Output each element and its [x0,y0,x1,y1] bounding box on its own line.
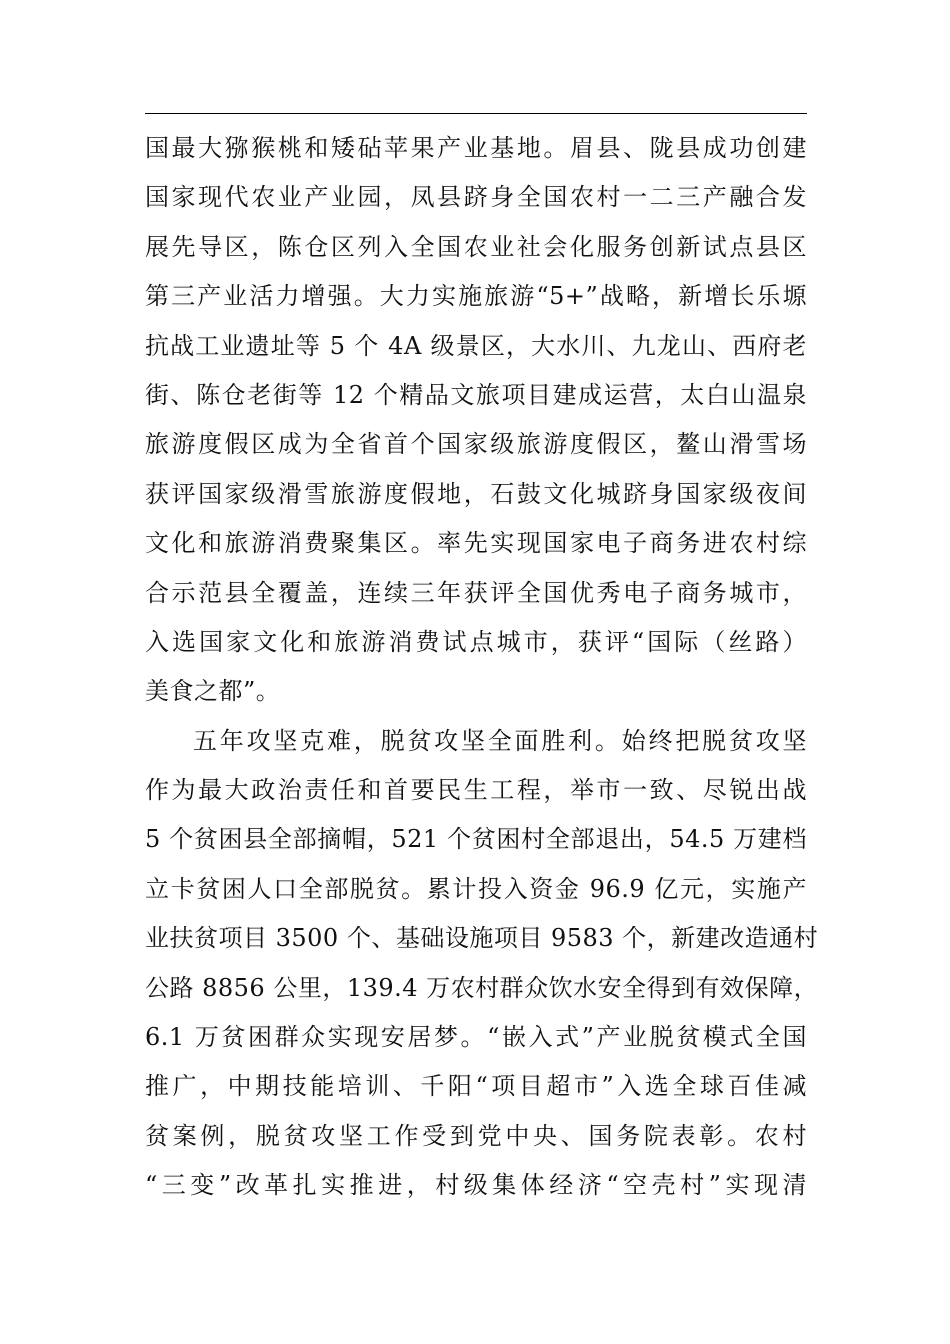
text-line: 入选国家文化和旅游消费试点城市，获评“国际（丝路） [145,627,807,656]
text-line: 国最大猕猴桃和矮砧苹果产业基地。眉县、陇县成功创建 [145,134,807,162]
text-line: 5 个贫困县全部摘帽，521 个贫困村全部退出，54.5 万建档 [145,825,807,854]
text-line: 旅游度假区成为全省首个国家级旅游度假区，鳌山滑雪场 [145,430,807,459]
text-line: 作为最大政治责任和首要民生工程，举市一致、尽锐出战 [145,776,807,805]
paragraph-first-line: 五年攻坚克难，脱贫攻坚全面胜利。始终把脱贫攻坚 [193,726,807,755]
text-line: 业扶贫项目 3500 个、基础设施项目 9583 个，新建改造通村 [145,924,819,953]
text-line: 6.1 万贫困群众实现安居梦。“嵌入式”产业脱贫模式全国 [145,1023,807,1052]
text-line: 美食之都”。 [145,677,281,706]
text-line: 文化和旅游消费聚集区。率先实现国家电子商务进农村综 [145,529,807,558]
text-line: 展先导区，陈仓区列入全国农业社会化服务创新试点县区 [145,232,807,261]
text-line: 抗战工业遗址等 5 个 4A 级景区，大水川、九龙山、西府老 [145,331,807,360]
text-line: 推广，中期技能培训、千阳“项目超市”入选全球百佳减 [145,1072,807,1101]
text-line: 贫案例，脱贫攻坚工作受到党中央、国务院表彰。农村 [145,1121,807,1150]
text-line: 公路 8856 公里，139.4 万农村群众饮水安全得到有效保障， [145,973,819,1002]
text-line: 获评国家级滑雪旅游度假地，石鼓文化城跻身国家级夜间 [145,479,807,508]
text-line: 第三产业活力增强。大力实施旅游“5+”战略，新增长乐塬 [145,282,807,311]
text-line: 合示范县全覆盖，连续三年获评全国优秀电子商务城市， [145,578,807,607]
text-line: 街、陈仓老街等 12 个精品文旅项目建成运营，太白山温泉 [145,380,807,409]
text-line: “三变”改革扎实推进，村级集体经济“空壳村”实现清 [145,1171,807,1200]
header-rule [145,113,807,114]
document-body [145,124,819,1211]
text-line: 国家现代农业产业园，凤县跻身全国农村一二三产融合发 [145,183,807,212]
text-line: 立卡贫困人口全部脱贫。累计投入资金 96.9 亿元，实施产 [145,874,807,903]
